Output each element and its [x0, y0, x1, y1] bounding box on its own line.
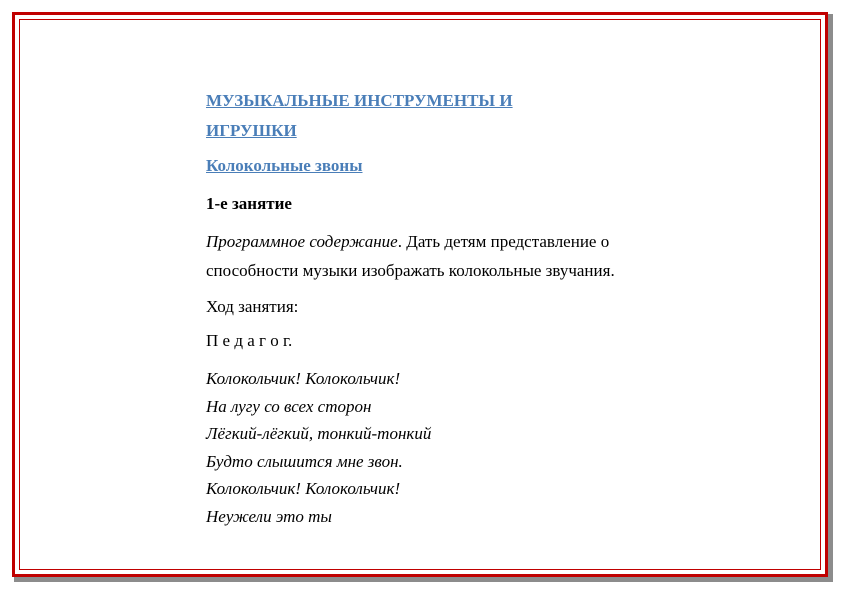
poem-line: Колокольчик! Колокольчик! — [206, 479, 401, 498]
program-text-line-1: . Дать детям представление о — [397, 232, 610, 251]
program-text-line-2: способности музыки изображать колокольные звучания. — [206, 261, 615, 280]
poem-line: Неужели это ты — [206, 506, 332, 526]
section-subtitle: Колокольные звоны — [206, 156, 363, 175]
course-label: Ход занятия: — [206, 297, 299, 316]
title-line-2: ИГРУШКИ — [206, 121, 297, 140]
document-body — [206, 86, 766, 530]
program-paragraph — [206, 227, 766, 285]
poem-line: На лугу со всех сторон — [206, 396, 372, 416]
poem-line: Лёгкий-лёгкий, тонкий-тонкий — [206, 424, 432, 443]
title-line-1: МУЗЫКАЛЬНЫЕ ИНСТРУМЕНТЫ И — [206, 91, 513, 110]
poem-line: Колокольчик! Колокольчик! — [206, 369, 401, 388]
speaker-label: П е д а г о г. — [206, 331, 293, 350]
lesson-heading: 1-е занятие — [206, 194, 292, 213]
poem — [206, 365, 766, 530]
poem-line: Будто слышится мне звон. — [206, 451, 403, 471]
document-title — [206, 86, 766, 146]
program-label: Программное содержание — [206, 232, 398, 251]
